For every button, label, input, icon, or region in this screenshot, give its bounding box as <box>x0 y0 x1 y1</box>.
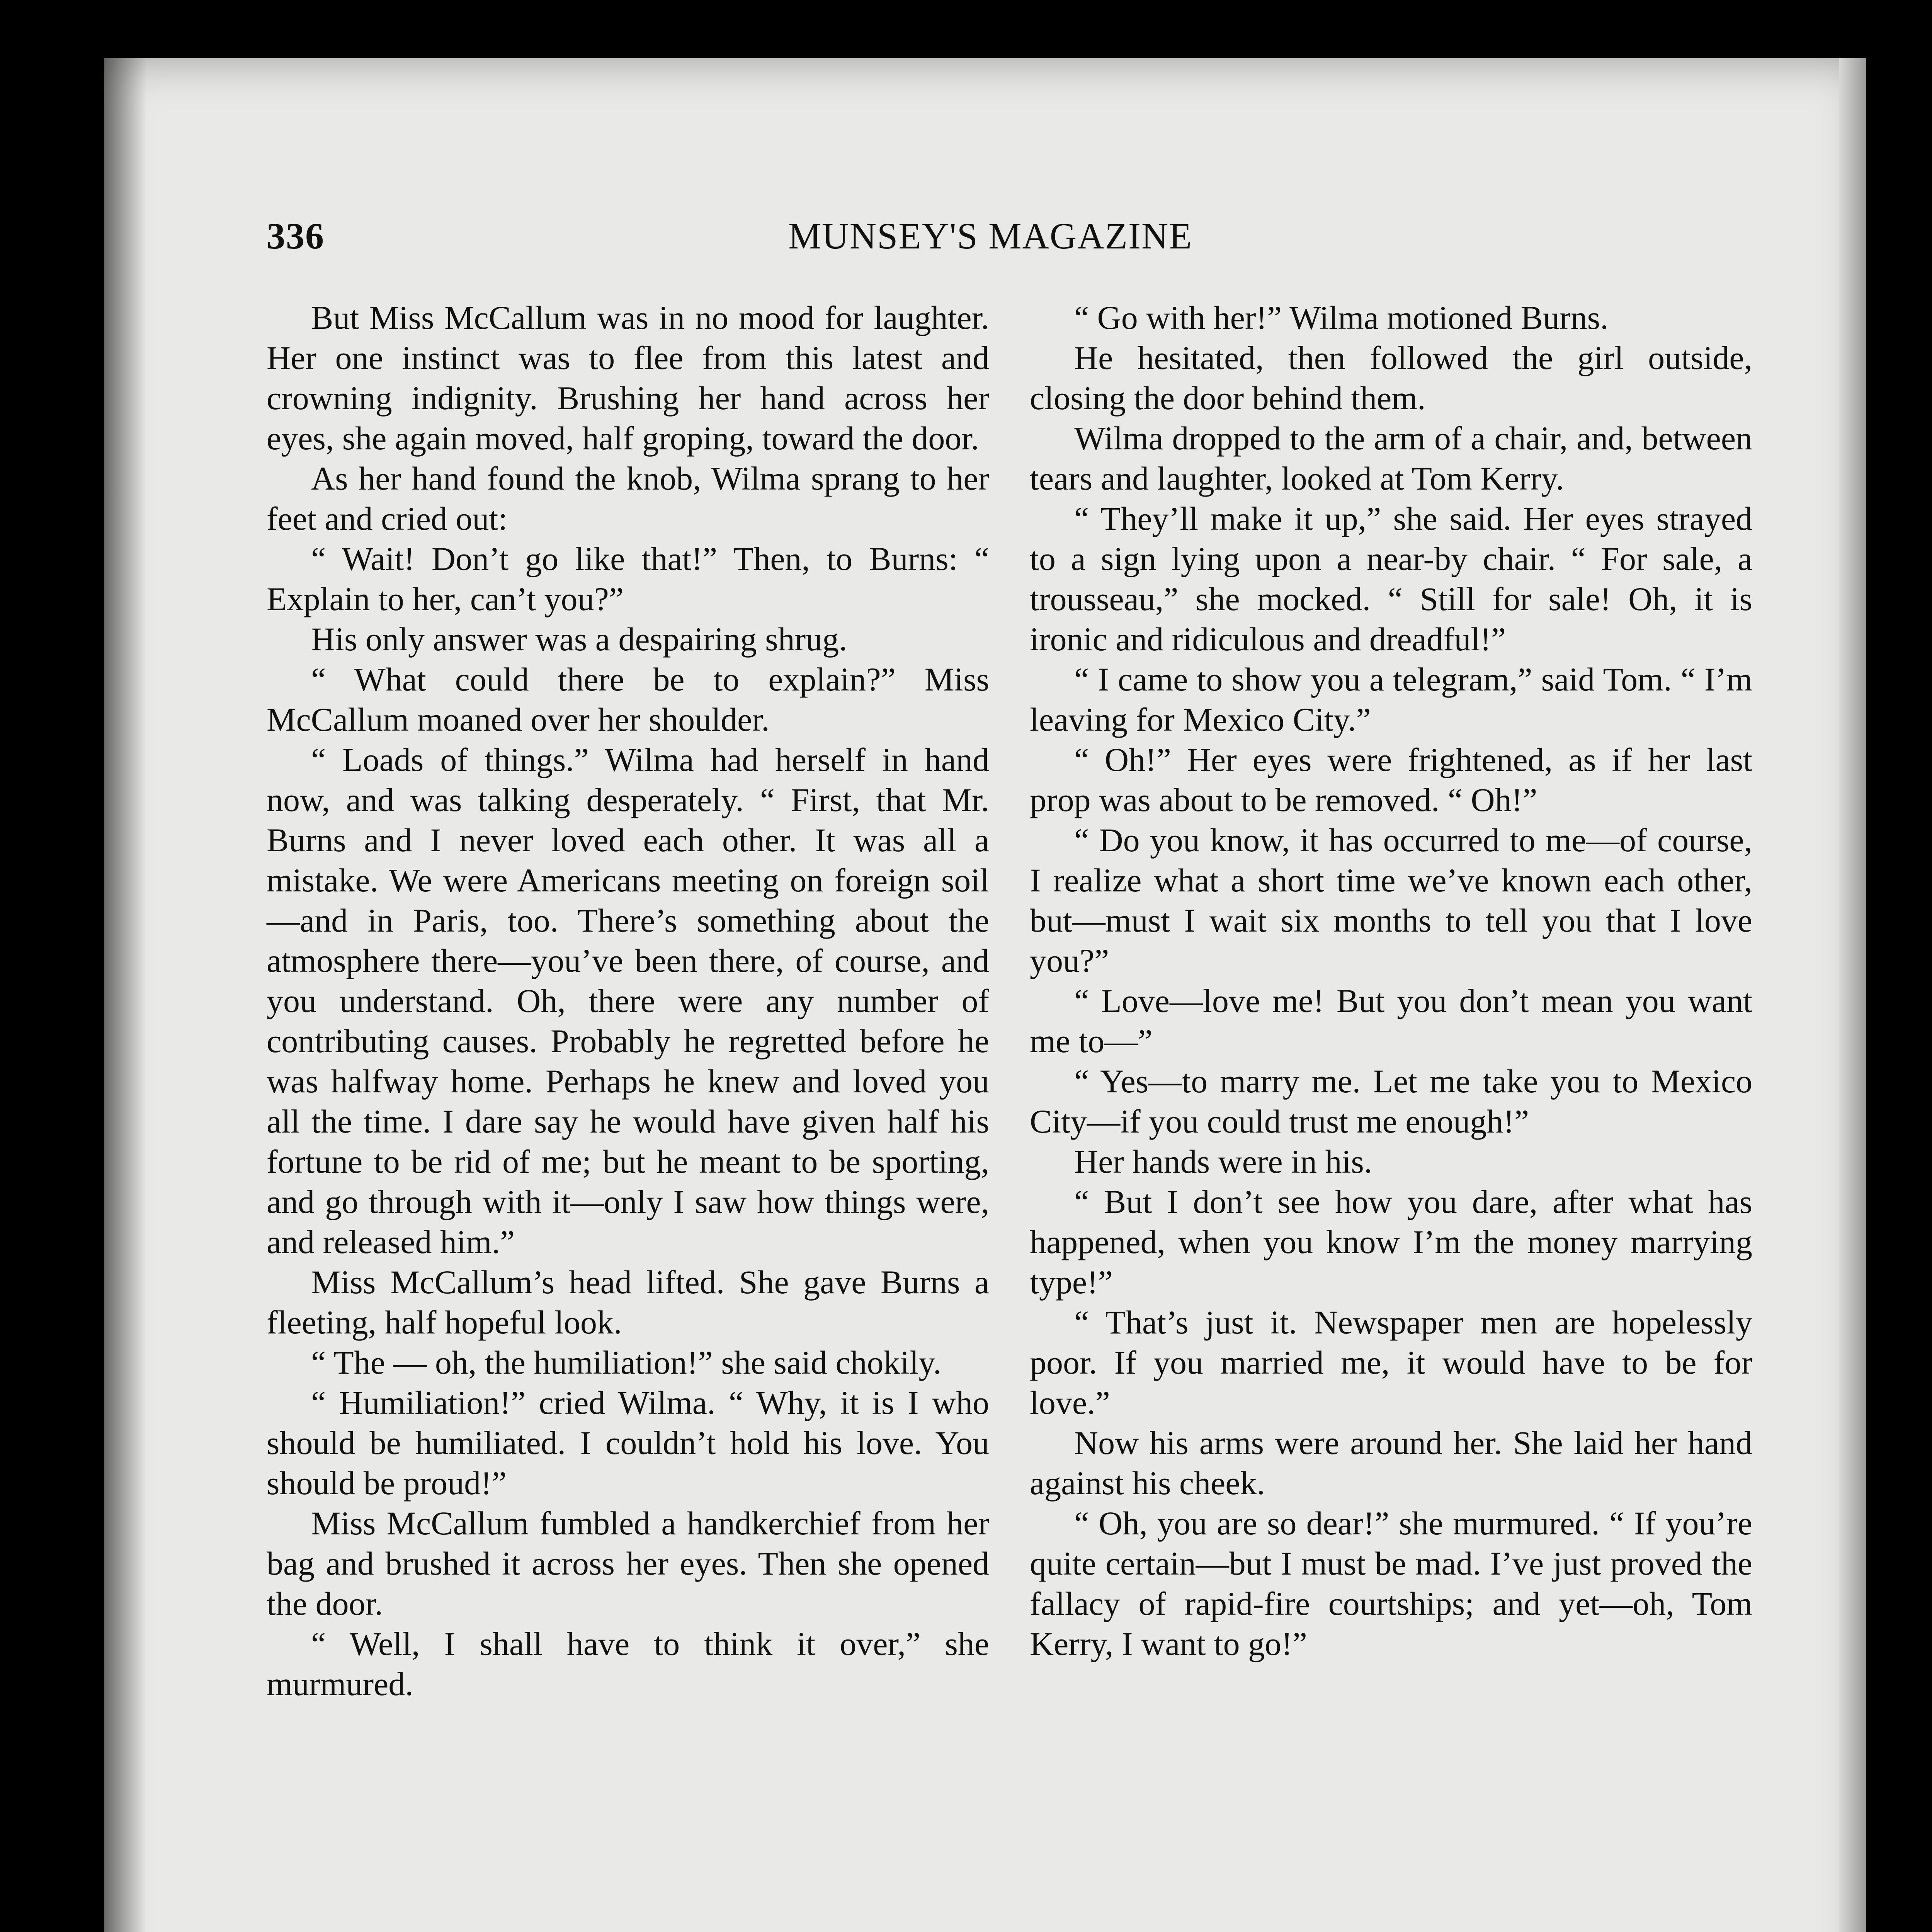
paragraph: Miss McCallum fumbled a handkerchief from her bag and brushed it across her eyes. Then she opened the door. <box>267 1505 989 1622</box>
left-text-column <box>267 298 989 1704</box>
paragraph: “ Love—love me! But you don’t mean you want me to—” <box>1030 982 1752 1060</box>
paragraph: “ Do you know, it has occurred to me—of course, I realize what a short time we’ve known each other, but—must I wait six months to tell you that I love you?” <box>1030 821 1752 979</box>
paragraph: Miss McCallum’s head lifted. She gave Burns a fleeting, half hopeful look. <box>267 1264 989 1341</box>
paragraph: “ Oh, you are so dear!” she murmured. “ If you’re quite certain—but I must be mad. I’ve just proved the fallacy of rapid-fire courtships; and yet—oh, Tom Kerry, I want to go!” <box>1030 1505 1752 1662</box>
paragraph: His only answer was a despairing shrug. <box>311 621 847 658</box>
paragraph: “ Well, I shall have to think it over,” she murmured. <box>267 1625 989 1702</box>
paragraph: Now his arms were around her. She laid her hand against his cheek. <box>1030 1424 1752 1502</box>
paragraph: “ That’s just it. Newspaper men are hopelessly poor. If you married me, it would have to be for love.” <box>1030 1304 1752 1421</box>
paragraph: As her hand found the knob, Wilma sprang to her feet and cried out: <box>267 460 989 537</box>
paragraph: “ What could there be to explain?” Miss McCallum moaned over her shoulder. <box>267 661 989 738</box>
paragraph: “ I came to show you a telegram,” said Tom. “ I’m leaving for Mexico City.” <box>1030 661 1752 738</box>
paragraph: “ The — oh, the humiliation!” she said chokily. <box>311 1344 942 1381</box>
page-gutter-shadow <box>104 58 147 1932</box>
paragraph: “ They’ll make it up,” she said. Her eyes strayed to a sign lying upon a near-by chair. “ For sale, a trousseau,” she mocked. “ Still for sale! Oh, it is ironic and ridiculous and dreadful!” <box>1030 500 1752 658</box>
paragraph: But Miss McCallum was in no mood for laughter. Her one instinct was to flee from this latest and crowning indignity. Brushing her hand across her eyes, she again moved, half groping, toward the door. <box>267 299 989 457</box>
paragraph: “ Yes—to marry me. Let me take you to Mexico City—if you could trust me enough!” <box>1030 1063 1752 1140</box>
page-number: 336 <box>267 215 325 257</box>
paragraph: “ Go with her!” Wilma motioned Burns. <box>1074 299 1609 336</box>
page-edge <box>1839 58 1866 1932</box>
paragraph: “ Humiliation!” cried Wilma. “ Why, it is I who should be humiliated. I couldn’t hold his love. You should be proud!” <box>267 1384 989 1502</box>
paragraph: “ Oh!” Her eyes were frightened, as if her last prop was about to be removed. “ Oh!” <box>1030 741 1752 818</box>
paragraph: “ Loads of things.” Wilma had herself in hand now, and was talking desperately. “ First, that Mr. Burns and I never loved each other. It was all a mistake. We were Americans meeting on foreign soil—and in Paris, too. There’s something about the atmosphere there—you’ve been there, of course, and you understand. Oh, there were any number of contributing causes. Probably he regretted before he was halfway home. Perhaps he knew and loved you all the time. I dare say he would have given half his fortune to be rid of me; but he meant to be sporting, and go through with it—only I saw how things were, and released him.” <box>267 741 989 1260</box>
right-text-column <box>1030 298 1752 1664</box>
magazine-title: MUNSEY'S MAGAZINE <box>788 215 1192 257</box>
paragraph: “ Wait! Don’t go like that!” Then, to Burns: “ Explain to her, can’t you?” <box>267 540 989 617</box>
paragraph: Wilma dropped to the arm of a chair, and, between tears and laughter, looked at Tom Kerry. <box>1030 420 1752 497</box>
paragraph: Her hands were in his. <box>1074 1143 1372 1180</box>
paragraph: “ But I don’t see how you dare, after what has happened, when you know I’m the money marrying type!” <box>1030 1183 1752 1301</box>
paragraph: He hesitated, then followed the girl outside, closing the door behind them. <box>1030 339 1752 417</box>
